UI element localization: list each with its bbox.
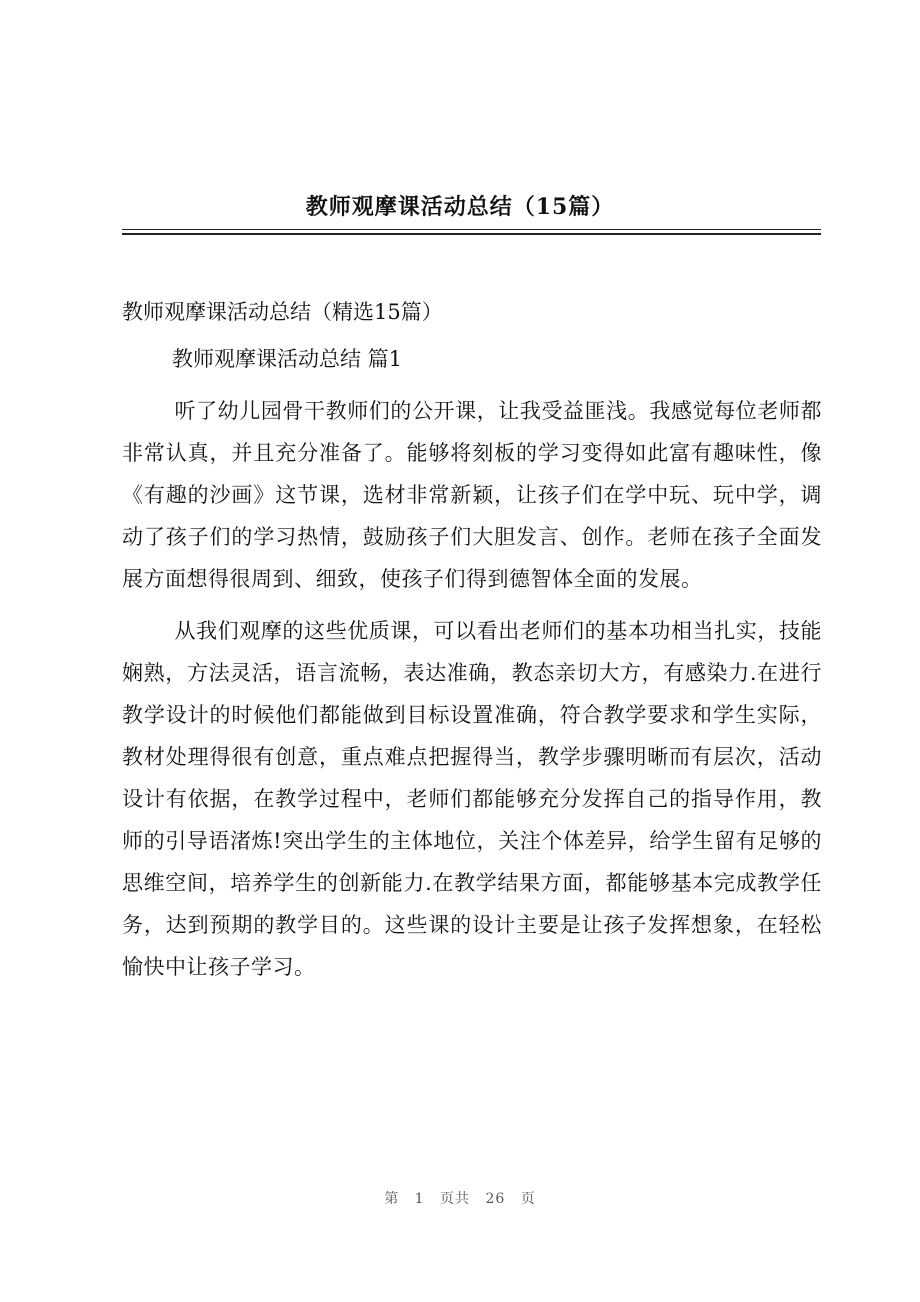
lead-heading: 教师观摩课活动总结（精选15篇）	[122, 300, 443, 324]
paragraph: 从我们观摩的这些优质课，可以看出老师们的基本功相当扎实，技能娴熟，方法灵活，语言流畅，表达准确，教态亲切大方，有感染力.在进行教学设计的时候他们都能做到目标设置准确，符合教学要求和学生实际，教材处理得很有创意，重点难点把握得当，教学步骤明晰而有层次，活动设计有依据，在教学过程中，老师们都能够充分发挥自己的指导作用，教师的引导语渚炼!突出学生的主体地位，关注个体差异，给学生留有足够的思维空间，培养学生的创新能力.在教学结果方面，都能够基本完成教学任务，达到预期的教学目的。这些课的设计主要是让孩子发挥想象，在轻松愉快中让孩子学习。	[122, 619, 822, 979]
page-title: 教师观摩课活动总结（15篇）	[305, 194, 615, 220]
document-body	[122, 294, 822, 988]
section-heading: 教师观摩课活动总结 篇1	[172, 347, 403, 371]
page-footer: 第 1 页共 26 页	[384, 1191, 536, 1207]
title-underline	[122, 229, 821, 230]
paragraph: 听了幼儿园骨干教师们的公开课，让我受益匪浅。我感觉每位老师都非常认真，并且充分准备了。能够将刻板的学习变得如此富有趣味性，像《有趣的沙画》这节课，选材非常新颖，让孩子们在学中玩、玩中学，调动了孩子们的学习热情，鼓励孩子们大胆发言、创作。老师在孩子全面发展方面想得很周到、细致，使孩子们得到德智体全面的发展。	[122, 399, 822, 591]
title-underline-thick	[122, 233, 821, 235]
